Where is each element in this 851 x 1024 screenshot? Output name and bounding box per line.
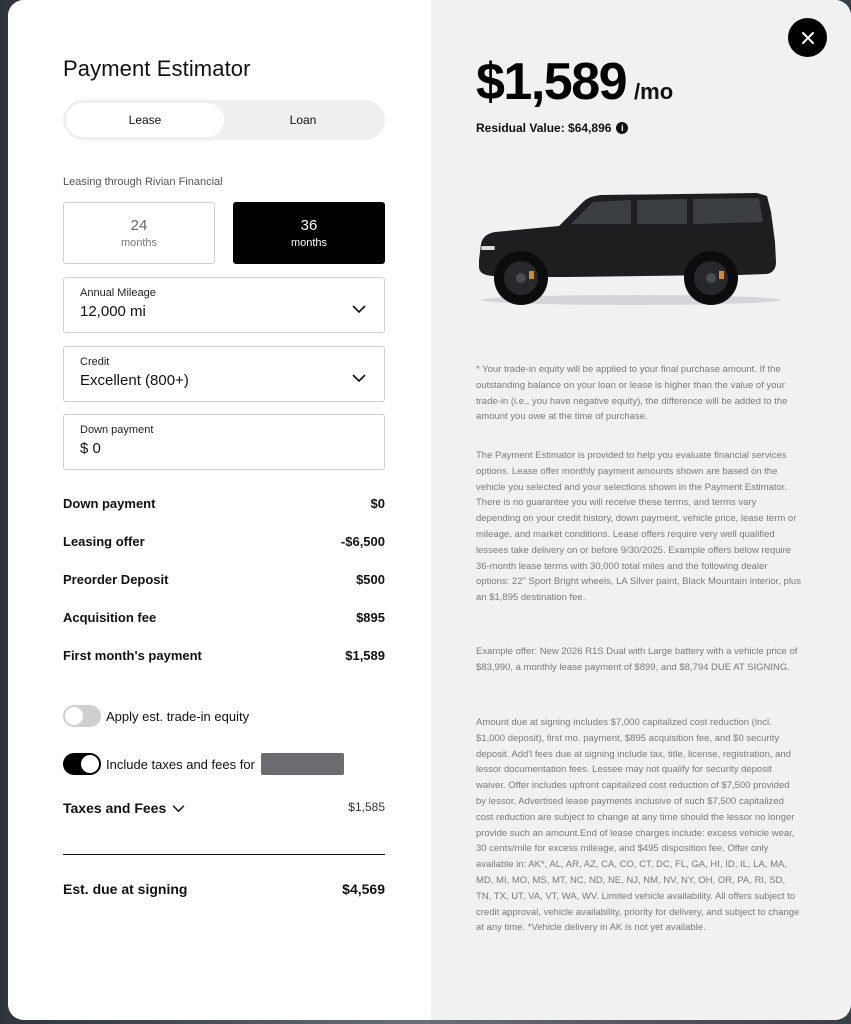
monthly-price (476, 52, 673, 112)
row-label: Down payment (63, 496, 156, 511)
term-unit: months (120, 237, 158, 249)
field-label: Credit (80, 356, 110, 368)
taxes-fees-toggle[interactable] (63, 753, 101, 775)
toggle-knob (65, 707, 83, 725)
taxes-value: $1,585 (348, 800, 385, 814)
row-label: Leasing offer (63, 534, 145, 549)
field-value: 12,000 mi (80, 303, 146, 320)
price-unit: /mo (634, 79, 674, 104)
residual-value (476, 121, 628, 135)
payment-estimator-modal (8, 0, 851, 1020)
divider (63, 854, 385, 855)
disclaimer-estimator: The Payment Estimator is provided to help you evaluate financial services options. Lease offer monthly payment amounts shown are based on the vehicle you selected and your selections shown in the Payment Estimator. There is no guarantee you will receive these terms, and terms vary depending on your credit history, down payment, vehicle price, lease term or mileage, and market conditions. Lease offers require very well qualified lessees take delivery on or before 9/30/2025. Example offers below require 36-month lease terms with 30,000 total miles and the following dealer options: 22" Sport Bright wheels, LA Silver paint, Black Mountain interior, plus an $1,895 destination fee. (476, 450, 801, 604)
field-value[interactable]: $ 0 (80, 440, 101, 457)
estimator-panel (8, 0, 431, 1020)
credit-select[interactable] (63, 346, 385, 402)
total-label: Est. due at signing (63, 881, 188, 897)
summary-row-down-payment (63, 496, 385, 511)
summary-row-leasing-offer (63, 534, 385, 549)
row-value: $500 (356, 572, 385, 587)
row-value: $1,589 (345, 648, 385, 663)
chevron-down-icon (352, 304, 366, 314)
est-due-at-signing-row (63, 881, 385, 897)
page-title: Payment Estimator (63, 56, 251, 81)
field-value: Excellent (800+) (80, 372, 189, 389)
taxes-and-fees-expander[interactable] (63, 800, 185, 816)
field-label: Annual Mileage (80, 287, 156, 299)
tab-lease[interactable]: Lease (66, 103, 224, 137)
term-36-months-button[interactable] (233, 202, 385, 264)
financing-subtitle: Leasing through Rivian Financial (63, 176, 223, 188)
close-button[interactable] (788, 18, 827, 57)
term-number: 36 (300, 217, 318, 234)
disclaimer-amount-due: Amount due at signing includes $7,000 capitalized cost reduction (incl. $1,000 deposit), first mo. payment, $895 acquisition fee, and $0 security deposit. Add'l fees due at signing include tax, title, license, registration, and lessor documentation fees. Lessee may not qualify for security deposit waiver. Offer includes upfront capitalized cost reduction of $7,500 provided by lessor. Advertised lease payments inclusive of such $7,500 capitalized cost reduction are subject to change at any time should the lessor no longer provide such an amount.End of lease charges include: excess vehicle wear, 30 cents/mile for excess mileage, and $495 disposition fee. Offer only available in: AK*, AL, AR, AZ, CA, CO, CT, DC, FL, GA, HI, ID, IL, LA, MA, MD, MI, MO, MS, MT, NC, ND, NE, NJ, NM, NV, NY, OH, OR, PA, RI, SD, TN, TX, UT, VA, VT, WA, WV. Limited vehicle availability. All offers subject to credit approval, vehicle availability, priority for delivery, and subject to change at any time. *Vehicle delivery in AK is not yet available. (476, 717, 800, 934)
term-unit: months (290, 237, 328, 249)
total-value: $4,569 (342, 881, 385, 897)
vehicle-image (471, 182, 791, 312)
row-value: $895 (356, 610, 385, 625)
tab-loan[interactable]: Loan (289, 113, 317, 127)
disclaimer-example-offer: Example offer: New 2026 R1S Dual with Large battery with a vehicle price of $83,990, a monthly lease payment of $899, and $8,794 DUE AT SIGNING. (476, 646, 798, 673)
row-value: -$6,500 (340, 534, 385, 549)
disclaimer-trade-in: * Your trade-in equity will be applied to your final purchase amount. If the outstanding balance on your loan or lease is higher than the value of your trade-in (i.e., you have negative equity), the difference will be added to the amount you owe at the time of purchase. (476, 364, 788, 423)
chevron-down-icon (352, 373, 366, 383)
row-value: $0 (370, 496, 385, 511)
row-label: First month's payment (63, 648, 202, 663)
summary-row-acquisition-fee (63, 610, 385, 625)
term-24-months-button[interactable] (63, 202, 215, 264)
price-amount: $1,589 (476, 53, 627, 111)
down-payment-input[interactable] (63, 414, 385, 470)
summary-row-preorder-deposit (63, 572, 385, 587)
summary-row-first-month (63, 648, 385, 663)
trade-in-equity-label: Apply est. trade-in equity (106, 709, 250, 724)
info-icon[interactable]: i (616, 122, 628, 134)
close-icon (801, 31, 815, 45)
field-label: Down payment (80, 424, 154, 436)
chevron-down-icon (172, 804, 185, 813)
taxes-fees-label: Include taxes and fees for (106, 757, 255, 772)
summary-panel (431, 0, 851, 1020)
term-number: 24 (130, 217, 148, 234)
redacted-location (261, 753, 344, 775)
row-label: Preorder Deposit (63, 572, 169, 587)
lease-loan-toggle (63, 100, 385, 140)
row-label: Acquisition fee (63, 610, 157, 625)
annual-mileage-select[interactable] (63, 277, 385, 333)
taxes-label: Taxes and Fees (63, 800, 167, 816)
trade-in-equity-toggle[interactable] (63, 705, 101, 727)
toggle-knob (81, 755, 99, 773)
residual-text: Residual Value: $64,896 (476, 121, 612, 135)
